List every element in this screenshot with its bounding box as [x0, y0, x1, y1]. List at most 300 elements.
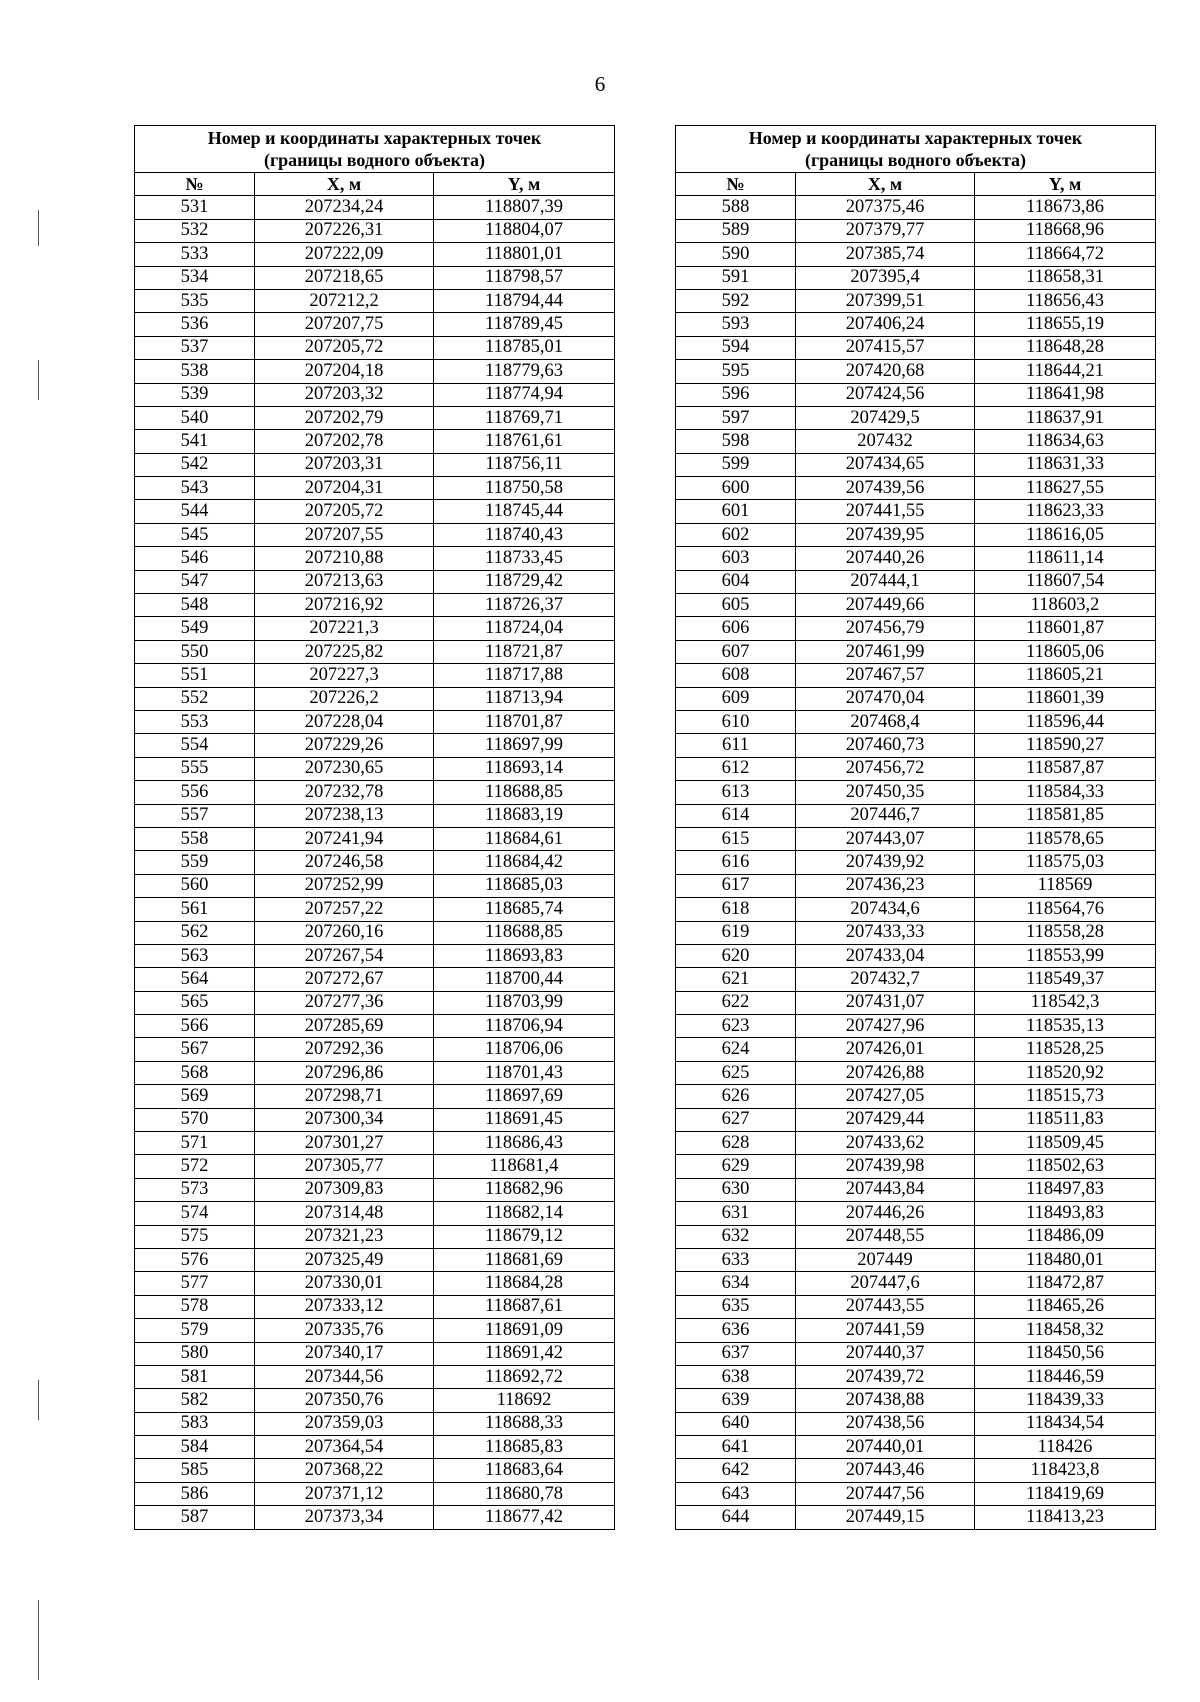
table-row: [676, 266, 1156, 289]
point-number-cell: 625: [676, 1061, 796, 1084]
table-row: [135, 547, 615, 570]
point-number-cell: 638: [676, 1365, 796, 1388]
point-number-cell: 615: [676, 827, 796, 850]
point-number-cell: 587: [135, 1506, 255, 1529]
table-row: [676, 1342, 1156, 1365]
column-header-y: Y, м: [434, 173, 615, 196]
y-coordinate-cell: 118688,85: [434, 781, 615, 804]
y-coordinate-cell: 118761,61: [434, 430, 615, 453]
table-row: [676, 547, 1156, 570]
y-coordinate-cell: 118682,14: [434, 1202, 615, 1225]
table-row: [676, 1248, 1156, 1271]
y-coordinate-cell: 118685,83: [434, 1436, 615, 1459]
y-coordinate-cell: 118668,96: [975, 219, 1156, 242]
y-coordinate-cell: 118607,54: [975, 570, 1156, 593]
point-number-cell: 631: [676, 1202, 796, 1225]
x-coordinate-cell: 207456,79: [796, 617, 975, 640]
y-coordinate-cell: 118683,64: [434, 1459, 615, 1482]
point-number-cell: 612: [676, 757, 796, 780]
point-number-cell: 580: [135, 1342, 255, 1365]
x-coordinate-cell: 207399,51: [796, 289, 975, 312]
y-coordinate-cell: 118789,45: [434, 313, 615, 336]
y-coordinate-cell: 118623,33: [975, 500, 1156, 523]
x-coordinate-cell: 207232,78: [255, 781, 434, 804]
y-coordinate-cell: 118684,61: [434, 827, 615, 850]
point-number-cell: 588: [676, 196, 796, 219]
point-number-cell: 632: [676, 1225, 796, 1248]
y-coordinate-cell: 118486,09: [975, 1225, 1156, 1248]
table-row: [676, 1061, 1156, 1084]
y-coordinate-cell: 118569: [975, 874, 1156, 897]
x-coordinate-cell: 207447,56: [796, 1482, 975, 1505]
x-coordinate-cell: 207321,23: [255, 1225, 434, 1248]
table-row: [135, 1272, 615, 1295]
x-coordinate-cell: 207301,27: [255, 1132, 434, 1155]
table-row: [135, 874, 615, 897]
y-coordinate-cell: 118637,91: [975, 406, 1156, 429]
table-row: [676, 1412, 1156, 1435]
x-coordinate-cell: 207439,92: [796, 851, 975, 874]
point-number-cell: 566: [135, 1015, 255, 1038]
point-number-cell: 616: [676, 851, 796, 874]
x-coordinate-cell: 207260,16: [255, 921, 434, 944]
table-row: [135, 383, 615, 406]
y-coordinate-cell: 118564,76: [975, 898, 1156, 921]
y-coordinate-cell: 118631,33: [975, 453, 1156, 476]
y-coordinate-cell: 118528,25: [975, 1038, 1156, 1061]
table-row: [676, 734, 1156, 757]
x-coordinate-cell: 207207,55: [255, 523, 434, 546]
y-coordinate-cell: 118648,28: [975, 336, 1156, 359]
y-coordinate-cell: 118601,87: [975, 617, 1156, 640]
table-row: [135, 196, 615, 219]
table-row: [135, 617, 615, 640]
table-title-line2: (границы водного объекта): [804, 150, 1027, 170]
x-coordinate-cell: 207292,36: [255, 1038, 434, 1061]
y-coordinate-cell: 118697,99: [434, 734, 615, 757]
x-coordinate-cell: 207203,32: [255, 383, 434, 406]
y-coordinate-cell: 118419,69: [975, 1482, 1156, 1505]
table-row: [676, 898, 1156, 921]
table-row: [676, 406, 1156, 429]
point-number-cell: 601: [676, 500, 796, 523]
scan-artifact-line: [38, 360, 39, 400]
y-coordinate-cell: 118740,43: [434, 523, 615, 546]
y-coordinate-cell: 118502,63: [975, 1155, 1156, 1178]
y-coordinate-cell: 118692: [434, 1389, 615, 1412]
table-row: [676, 1295, 1156, 1318]
table-row: [676, 289, 1156, 312]
table-title-line1: Номер и координаты характерных точек: [207, 128, 542, 148]
table-row: [135, 406, 615, 429]
x-coordinate-cell: 207439,56: [796, 477, 975, 500]
table-row: [676, 196, 1156, 219]
y-coordinate-cell: 118680,78: [434, 1482, 615, 1505]
x-coordinate-cell: 207449: [796, 1248, 975, 1271]
x-coordinate-cell: 207438,88: [796, 1389, 975, 1412]
table-row: [135, 827, 615, 850]
point-number-cell: 555: [135, 757, 255, 780]
point-number-cell: 578: [135, 1295, 255, 1318]
x-coordinate-cell: 207427,96: [796, 1015, 975, 1038]
table-row: [676, 1272, 1156, 1295]
point-number-cell: 598: [676, 430, 796, 453]
point-number-cell: 567: [135, 1038, 255, 1061]
y-coordinate-cell: 118693,83: [434, 944, 615, 967]
table-row: [135, 851, 615, 874]
point-number-cell: 643: [676, 1482, 796, 1505]
y-coordinate-cell: 118681,4: [434, 1155, 615, 1178]
point-number-cell: 570: [135, 1108, 255, 1131]
point-number-cell: 585: [135, 1459, 255, 1482]
table-row: [676, 1459, 1156, 1482]
x-coordinate-cell: 207241,94: [255, 827, 434, 850]
y-coordinate-cell: 118511,83: [975, 1108, 1156, 1131]
y-coordinate-cell: 118480,01: [975, 1248, 1156, 1271]
table-row: [135, 360, 615, 383]
y-coordinate-cell: 118634,63: [975, 430, 1156, 453]
x-coordinate-cell: 207344,56: [255, 1365, 434, 1388]
x-coordinate-cell: 207226,31: [255, 219, 434, 242]
y-coordinate-cell: 118515,73: [975, 1085, 1156, 1108]
x-coordinate-cell: 207218,65: [255, 266, 434, 289]
table-row: [676, 781, 1156, 804]
table-title-line2: (границы водного объекта): [263, 150, 486, 170]
y-coordinate-cell: 118584,33: [975, 781, 1156, 804]
y-coordinate-cell: 118691,09: [434, 1319, 615, 1342]
x-coordinate-cell: 207441,59: [796, 1319, 975, 1342]
point-number-cell: 633: [676, 1248, 796, 1271]
y-coordinate-cell: 118729,42: [434, 570, 615, 593]
x-coordinate-cell: 207441,55: [796, 500, 975, 523]
column-header-y: Y, м: [975, 173, 1156, 196]
y-coordinate-cell: 118713,94: [434, 687, 615, 710]
point-number-cell: 591: [676, 266, 796, 289]
x-coordinate-cell: 207448,55: [796, 1225, 975, 1248]
x-coordinate-cell: 207429,44: [796, 1108, 975, 1131]
x-coordinate-cell: 207246,58: [255, 851, 434, 874]
point-number-cell: 606: [676, 617, 796, 640]
y-coordinate-cell: 118439,33: [975, 1389, 1156, 1412]
column-header-number: №: [135, 173, 255, 196]
y-coordinate-cell: 118801,01: [434, 243, 615, 266]
point-number-cell: 551: [135, 664, 255, 687]
x-coordinate-cell: 207305,77: [255, 1155, 434, 1178]
table-row: [135, 1482, 615, 1505]
point-number-cell: 604: [676, 570, 796, 593]
point-number-cell: 581: [135, 1365, 255, 1388]
y-coordinate-cell: 118677,42: [434, 1506, 615, 1529]
x-coordinate-cell: 207216,92: [255, 594, 434, 617]
point-number-cell: 627: [676, 1108, 796, 1131]
point-number-cell: 557: [135, 804, 255, 827]
x-coordinate-cell: 207204,18: [255, 360, 434, 383]
y-coordinate-cell: 118697,69: [434, 1085, 615, 1108]
point-number-cell: 548: [135, 594, 255, 617]
y-coordinate-cell: 118691,45: [434, 1108, 615, 1131]
point-number-cell: 537: [135, 336, 255, 359]
x-coordinate-cell: 207432: [796, 430, 975, 453]
x-coordinate-cell: 207429,5: [796, 406, 975, 429]
point-number-cell: 535: [135, 289, 255, 312]
point-number-cell: 641: [676, 1436, 796, 1459]
point-number-cell: 618: [676, 898, 796, 921]
table-row: [676, 336, 1156, 359]
table-row: [135, 1412, 615, 1435]
x-coordinate-cell: 207443,55: [796, 1295, 975, 1318]
x-coordinate-cell: 207371,12: [255, 1482, 434, 1505]
x-coordinate-cell: 207212,2: [255, 289, 434, 312]
y-coordinate-cell: 118497,83: [975, 1178, 1156, 1201]
point-number-cell: 534: [135, 266, 255, 289]
table-row: [135, 1038, 615, 1061]
point-number-cell: 636: [676, 1319, 796, 1342]
point-number-cell: 629: [676, 1155, 796, 1178]
x-coordinate-cell: 207443,84: [796, 1178, 975, 1201]
y-coordinate-cell: 118578,65: [975, 827, 1156, 850]
x-coordinate-cell: 207222,09: [255, 243, 434, 266]
y-coordinate-cell: 118688,85: [434, 921, 615, 944]
table-row: [676, 430, 1156, 453]
coordinates-table-right: [675, 125, 1156, 1530]
point-number-cell: 592: [676, 289, 796, 312]
table-row: [135, 640, 615, 663]
table-row: [135, 944, 615, 967]
x-coordinate-cell: 207267,54: [255, 944, 434, 967]
y-coordinate-cell: 118644,21: [975, 360, 1156, 383]
point-number-cell: 611: [676, 734, 796, 757]
x-coordinate-cell: 207438,56: [796, 1412, 975, 1435]
table-row: [135, 1342, 615, 1365]
table-title-line1: Номер и координаты характерных точек: [748, 128, 1083, 148]
coordinates-table-left: [134, 125, 615, 1530]
x-coordinate-cell: 207468,4: [796, 710, 975, 733]
y-coordinate-cell: 118688,33: [434, 1412, 615, 1435]
table-row: [135, 336, 615, 359]
y-coordinate-cell: 118681,69: [434, 1248, 615, 1271]
table-row: [676, 757, 1156, 780]
x-coordinate-cell: 207229,26: [255, 734, 434, 757]
x-coordinate-cell: 207432,7: [796, 968, 975, 991]
y-coordinate-cell: 118590,27: [975, 734, 1156, 757]
y-coordinate-cell: 118685,03: [434, 874, 615, 897]
y-coordinate-cell: 118804,07: [434, 219, 615, 242]
point-number-cell: 579: [135, 1319, 255, 1342]
x-coordinate-cell: 207443,07: [796, 827, 975, 850]
scan-artifact-line: [38, 1380, 39, 1420]
y-coordinate-cell: 118769,71: [434, 406, 615, 429]
table-row: [676, 523, 1156, 546]
x-coordinate-cell: 207460,73: [796, 734, 975, 757]
x-coordinate-cell: 207395,4: [796, 266, 975, 289]
x-coordinate-cell: 207202,78: [255, 430, 434, 453]
y-coordinate-cell: 118465,26: [975, 1295, 1156, 1318]
x-coordinate-cell: 207444,1: [796, 570, 975, 593]
table-row: [135, 968, 615, 991]
y-coordinate-cell: 118472,87: [975, 1272, 1156, 1295]
point-number-cell: 600: [676, 477, 796, 500]
point-number-cell: 593: [676, 313, 796, 336]
table-row: [135, 594, 615, 617]
table-row: [676, 874, 1156, 897]
y-coordinate-cell: 118611,14: [975, 547, 1156, 570]
page-number: 6: [594, 72, 606, 96]
y-coordinate-cell: 118726,37: [434, 594, 615, 617]
table-title: [676, 126, 1156, 173]
point-number-cell: 628: [676, 1132, 796, 1155]
table-row: [676, 804, 1156, 827]
table-row: [676, 1038, 1156, 1061]
table-row: [676, 968, 1156, 991]
table-row: [135, 921, 615, 944]
x-coordinate-cell: 207406,24: [796, 313, 975, 336]
y-coordinate-cell: 118701,43: [434, 1061, 615, 1084]
y-coordinate-cell: 118616,05: [975, 523, 1156, 546]
column-header-x: X, м: [796, 173, 975, 196]
y-coordinate-cell: 118558,28: [975, 921, 1156, 944]
y-coordinate-cell: 118450,56: [975, 1342, 1156, 1365]
table-row: [135, 687, 615, 710]
table-row: [676, 383, 1156, 406]
y-coordinate-cell: 118605,21: [975, 664, 1156, 687]
point-number-cell: 594: [676, 336, 796, 359]
point-number-cell: 614: [676, 804, 796, 827]
table-row: [676, 1365, 1156, 1388]
y-coordinate-cell: 118627,55: [975, 477, 1156, 500]
x-coordinate-cell: 207300,34: [255, 1108, 434, 1131]
x-coordinate-cell: 207434,6: [796, 898, 975, 921]
x-coordinate-cell: 207298,71: [255, 1085, 434, 1108]
table-row: [676, 944, 1156, 967]
y-coordinate-cell: 118684,42: [434, 851, 615, 874]
point-number-cell: 640: [676, 1412, 796, 1435]
point-number-cell: 639: [676, 1389, 796, 1412]
point-number-cell: 617: [676, 874, 796, 897]
table-row: [676, 1202, 1156, 1225]
y-coordinate-cell: 118706,06: [434, 1038, 615, 1061]
y-coordinate-cell: 118745,44: [434, 500, 615, 523]
x-coordinate-cell: 207210,88: [255, 547, 434, 570]
x-coordinate-cell: 207204,31: [255, 477, 434, 500]
y-coordinate-cell: 118693,14: [434, 757, 615, 780]
x-coordinate-cell: 207238,13: [255, 804, 434, 827]
table-row: [135, 430, 615, 453]
table-row: [676, 1319, 1156, 1342]
table-row: [135, 1389, 615, 1412]
x-coordinate-cell: 207285,69: [255, 1015, 434, 1038]
table-row: [676, 851, 1156, 874]
point-number-cell: 609: [676, 687, 796, 710]
table-row: [676, 1178, 1156, 1201]
table-row: [676, 1389, 1156, 1412]
table-row: [676, 1085, 1156, 1108]
point-number-cell: 603: [676, 547, 796, 570]
y-coordinate-cell: 118701,87: [434, 710, 615, 733]
x-coordinate-cell: 207340,17: [255, 1342, 434, 1365]
point-number-cell: 564: [135, 968, 255, 991]
point-number-cell: 546: [135, 547, 255, 570]
y-coordinate-cell: 118794,44: [434, 289, 615, 312]
y-coordinate-cell: 118664,72: [975, 243, 1156, 266]
y-coordinate-cell: 118413,23: [975, 1506, 1156, 1529]
point-number-cell: 562: [135, 921, 255, 944]
scan-artifact-line: [38, 1600, 39, 1680]
point-number-cell: 559: [135, 851, 255, 874]
point-number-cell: 605: [676, 594, 796, 617]
y-coordinate-cell: 118703,99: [434, 991, 615, 1014]
x-coordinate-cell: 207213,63: [255, 570, 434, 593]
x-coordinate-cell: 207277,36: [255, 991, 434, 1014]
point-number-cell: 531: [135, 196, 255, 219]
table-row: [135, 523, 615, 546]
point-number-cell: 572: [135, 1155, 255, 1178]
table-row: [135, 453, 615, 476]
table-row: [676, 500, 1156, 523]
table-row: [676, 640, 1156, 663]
x-coordinate-cell: 207379,77: [796, 219, 975, 242]
table-row: [676, 477, 1156, 500]
x-coordinate-cell: 207257,22: [255, 898, 434, 921]
table-row: [676, 570, 1156, 593]
table-row: [676, 360, 1156, 383]
point-number-cell: 563: [135, 944, 255, 967]
y-coordinate-cell: 118807,39: [434, 196, 615, 219]
point-number-cell: 619: [676, 921, 796, 944]
table-row: [676, 1155, 1156, 1178]
table-row: [676, 827, 1156, 850]
point-number-cell: 597: [676, 406, 796, 429]
x-coordinate-cell: 207426,88: [796, 1061, 975, 1084]
table-row: [135, 1459, 615, 1482]
table-row: [135, 313, 615, 336]
point-number-cell: 582: [135, 1389, 255, 1412]
table-title: [135, 126, 615, 173]
y-coordinate-cell: 118691,42: [434, 1342, 615, 1365]
table-row: [135, 1155, 615, 1178]
point-number-cell: 644: [676, 1506, 796, 1529]
x-coordinate-cell: 207333,12: [255, 1295, 434, 1318]
point-number-cell: 595: [676, 360, 796, 383]
y-coordinate-cell: 118683,19: [434, 804, 615, 827]
point-number-cell: 565: [135, 991, 255, 1014]
x-coordinate-cell: 207207,75: [255, 313, 434, 336]
table-row: [135, 1295, 615, 1318]
point-number-cell: 635: [676, 1295, 796, 1318]
table-row: [135, 1225, 615, 1248]
x-coordinate-cell: 207440,01: [796, 1436, 975, 1459]
y-coordinate-cell: 118798,57: [434, 266, 615, 289]
y-coordinate-cell: 118756,11: [434, 453, 615, 476]
table-row: [135, 804, 615, 827]
table-row: [676, 664, 1156, 687]
table-row: [135, 1108, 615, 1131]
table-row: [676, 313, 1156, 336]
point-number-cell: 586: [135, 1482, 255, 1505]
y-coordinate-cell: 118679,12: [434, 1225, 615, 1248]
x-coordinate-cell: 207368,22: [255, 1459, 434, 1482]
x-coordinate-cell: 207373,34: [255, 1506, 434, 1529]
point-number-cell: 558: [135, 827, 255, 850]
y-coordinate-cell: 118684,28: [434, 1272, 615, 1295]
point-number-cell: 542: [135, 453, 255, 476]
point-number-cell: 547: [135, 570, 255, 593]
y-coordinate-cell: 118434,54: [975, 1412, 1156, 1435]
y-coordinate-cell: 118509,45: [975, 1132, 1156, 1155]
point-number-cell: 569: [135, 1085, 255, 1108]
point-number-cell: 637: [676, 1342, 796, 1365]
table-row: [135, 1132, 615, 1155]
table-row: [135, 1506, 615, 1529]
